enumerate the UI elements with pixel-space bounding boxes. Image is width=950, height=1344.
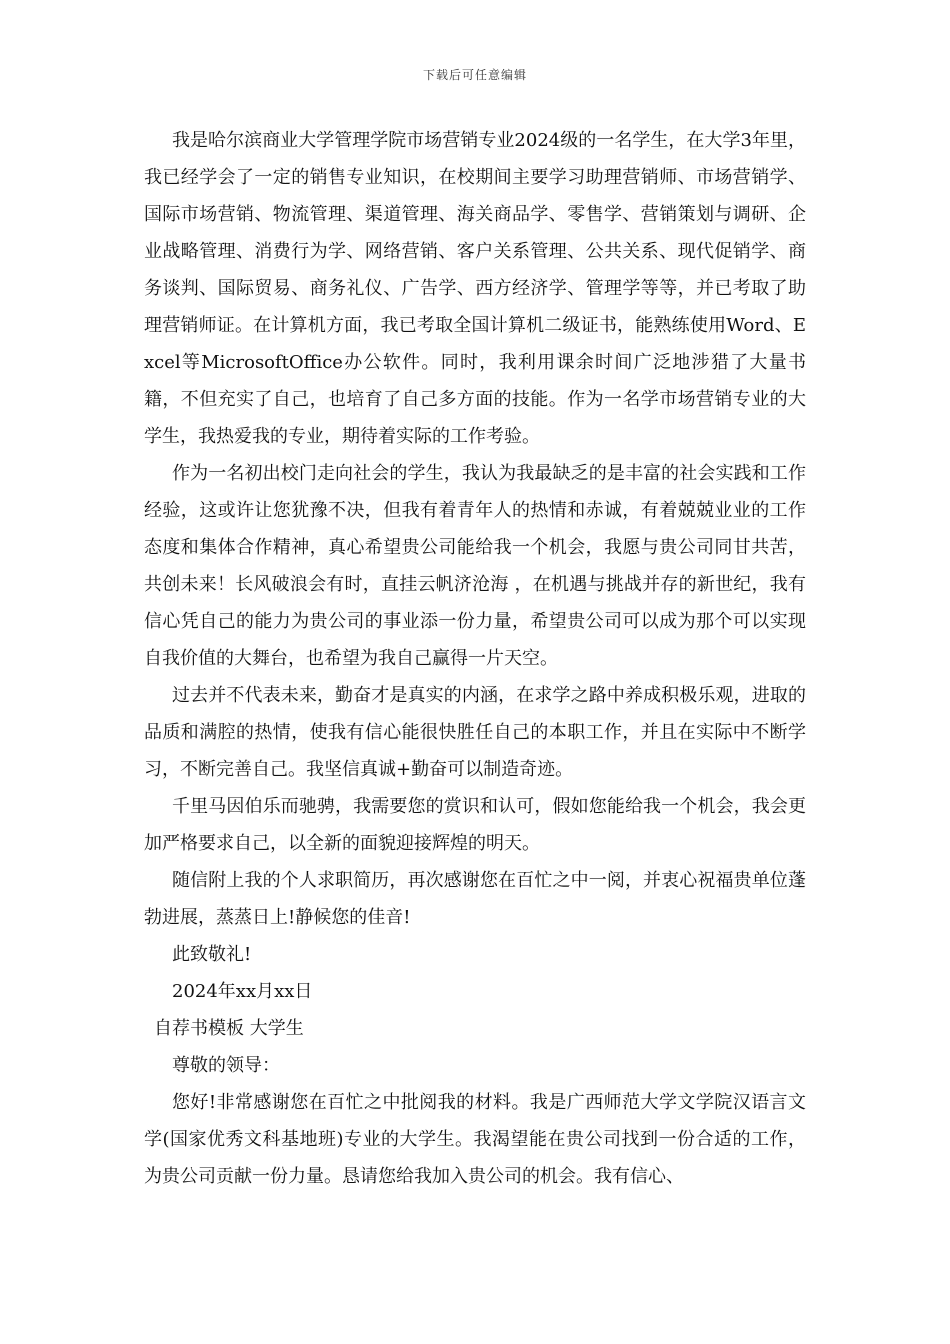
letter2-paragraph-1: 您好!非常感谢您在百忙之中批阅我的材料。我是广西师范大学文学院汉语言文学(国家优秀文科基地班)专业的大学生。我渴望能在贵公司找到一份合适的工作，为贵公司贡献一份力量。恳请您给我加入贵公司的机会。我有信心、	[144, 1092, 806, 1187]
letter2-title: 自荐书模板 大学生	[154, 1018, 304, 1039]
letter1-paragraph-5: 随信附上我的个人求职简历，再次感谢您在百忙之中一阅，并衷心祝福贵单位蓬勃进展，蒸蒸日上!静候您的佳音!	[144, 870, 806, 928]
header-note: 下载后可任意编辑	[422, 68, 527, 82]
letter1-paragraph-2: 作为一名初出校门走向社会的学生，我认为我最缺乏的是丰富的社会实践和工作经验，这或许让您犹豫不决，但我有着青年人的热情和赤诚，有着兢兢业业的工作态度和集体合作精神，真心希望贵公司能给我一个机会，我愿与贵公司同甘共苦，共创未来！长风破浪会有时，直挂云帆济沧海 ，在机遇与挑战并存的新世纪，我有信心凭自己的能力为贵公司的事业添一份力量，希望贵公司可以成为那个可以实现自我价值的大舞台，也希望为我自己赢得一片天空。	[144, 463, 806, 669]
letter1-date: 2024年xx月xx日	[172, 981, 313, 1002]
letter1-paragraph-4: 千里马因伯乐而驰骋，我需要您的赏识和认可，假如您能给我一个机会，我会更加严格要求自己，以全新的面貌迎接辉煌的明天。	[144, 796, 806, 854]
letter1-paragraph-3: 过去并不代表未来，勤奋才是真实的内涵，在求学之路中养成积极乐观，进取的品质和满腔的热情，使我有信心能很快胜任自己的本职工作，并且在实际中不断学习，不断完善自己。我坚信真诚+勤奋可以制造奇迹。	[144, 685, 806, 780]
letter1-paragraph-1: 我是哈尔滨商业大学管理学院市场营销专业2024级的一名学生，在大学3年里，我已经学会了一定的销售专业知识，在校期间主要学习助理营销师、市场营销学、国际市场营销、物流管理、渠道管理、海关商品学、零售学、营销策划与调研、企业战略管理、消费行为学、网络营销、客户关系管理、公共关系、现代促销学、商务谈判、国际贸易、商务礼仪、广告学、西方经济学、管理学等等，并已考取了助理营销师证。在计算机方面，我已考取全国计算机二级证书，能熟练使用Word、Excel等MicrosoftOffice办公软件。同时，我利用课余时间广泛地涉猎了大量书籍，不但充实了自己，也培育了自己多方面的技能。作为一名学市场营销专业的大学生，我热爱我的专业，期待着实际的工作考验。	[144, 130, 806, 447]
letter1-closing: 此致敬礼!	[172, 944, 252, 965]
letter2-salutation: 尊敬的领导：	[172, 1055, 280, 1076]
document-body	[144, 122, 806, 1195]
